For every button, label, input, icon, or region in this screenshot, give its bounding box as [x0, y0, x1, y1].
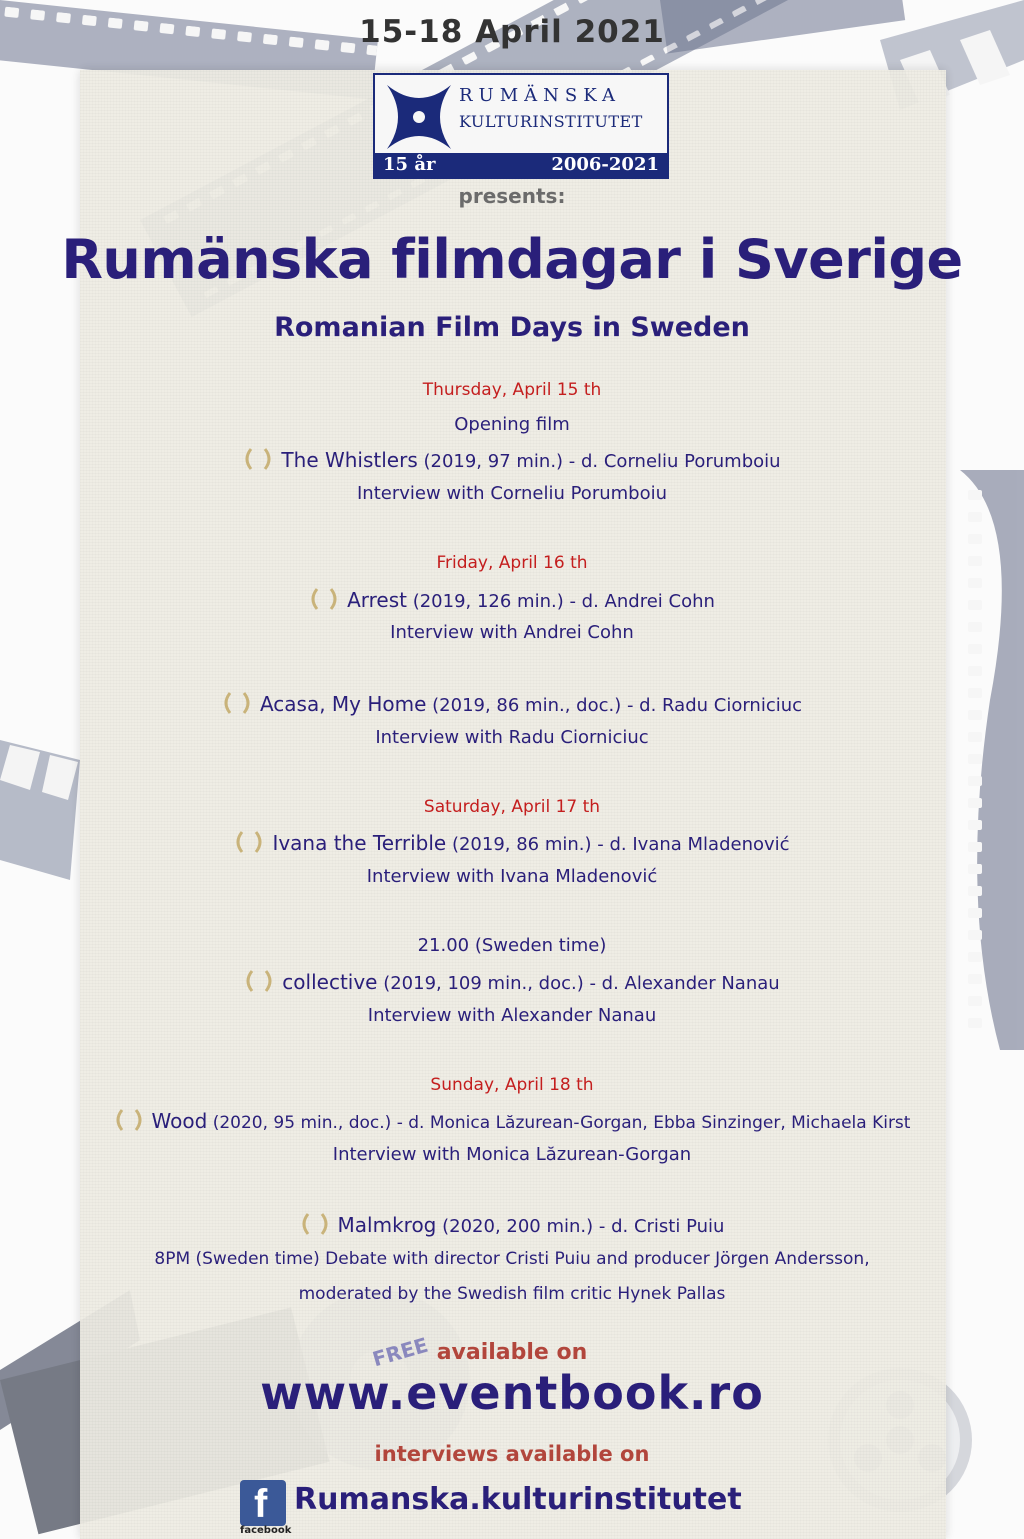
film-entry-wood	[0, 1108, 1024, 1133]
poster-title: Rumänska filmdagar i Sverige	[61, 228, 963, 291]
film-details: (2020, 95 min., doc.) - d. Monica Lăzurean-Gorgan, Ebba Sinzinger, Michaela Kirst	[207, 1113, 911, 1133]
institute-emblem-icon	[383, 81, 455, 153]
facebook-icon: f	[240, 1480, 286, 1526]
laurel-icon	[300, 1212, 330, 1236]
opening-film-note: Opening film	[454, 414, 570, 435]
film-details: (2019, 97 min.) - d. Corneliu Porumboiu	[417, 451, 781, 472]
laurel-icon	[243, 447, 273, 471]
film-title: Acasa, My Home	[259, 692, 427, 716]
day-heading-sunday: Sunday, April 18 th	[430, 1075, 594, 1095]
day-heading-thursday: Thursday, April 15 th	[422, 380, 602, 400]
facebook-link[interactable]	[240, 1480, 800, 1536]
film-details: (2019, 86 min.) - d. Ivana Mladenović	[446, 834, 790, 855]
film-entry-acasa	[0, 691, 1024, 716]
film-entry-ivana	[0, 830, 1024, 855]
film-entry-arrest	[0, 587, 1024, 612]
film-title: Ivana the Terrible	[272, 831, 447, 855]
laurel-icon	[114, 1108, 144, 1132]
poster-subtitle: Romanian Film Days in Sweden	[274, 312, 750, 343]
available-on-label: available on	[436, 1340, 588, 1365]
logo-years-range: 2006-2021	[551, 154, 659, 175]
film-title: Wood	[151, 1109, 208, 1133]
interview-line: Interview with Alexander Nanau	[367, 1005, 657, 1026]
laurel-icon	[309, 587, 339, 611]
institute-logo	[373, 73, 669, 179]
screening-time: 21.00 (Sweden time)	[417, 935, 607, 956]
film-title: The Whistlers	[281, 448, 418, 472]
facebook-handle[interactable]: Rumanska.kulturinstitutet	[294, 1482, 742, 1517]
debate-line: 8PM (Sweden time) Debate with director Cristi Puiu and producer Jörgen Andersson,	[154, 1249, 870, 1269]
logo-anniversary-band	[375, 153, 667, 177]
logo-years-label: 15 år	[383, 154, 436, 175]
interview-line: Interview with Andrei Cohn	[390, 622, 634, 643]
presents-label: presents:	[458, 184, 566, 208]
moderator-line: moderated by the Swedish film critic Hynek Pallas	[298, 1284, 726, 1304]
film-title: Arrest	[347, 588, 407, 612]
interview-line: Interview with Ivana Mladenović	[366, 866, 658, 887]
laurel-icon	[234, 830, 264, 854]
film-entry-whistlers	[0, 447, 1024, 472]
facebook-icon-caption: facebook	[240, 1525, 292, 1536]
film-title: Malmkrog	[337, 1213, 437, 1237]
interview-line: Interview with Monica Lăzurean-Gorgan	[332, 1144, 692, 1165]
film-title: collective	[282, 970, 378, 994]
free-badge: FREE	[369, 1332, 431, 1372]
film-details: (2020, 200 min.) - d. Cristi Puiu	[436, 1216, 725, 1237]
laurel-icon	[222, 691, 252, 715]
film-details: (2019, 86 min., doc.) - d. Radu Ciorniciuc	[426, 695, 803, 716]
day-heading-friday: Friday, April 16 th	[436, 553, 588, 573]
logo-name-line2: KULTURINSTITUTET	[459, 112, 643, 131]
film-entry-collective	[0, 969, 1024, 994]
logo-name-line1: RUMÄNSKA	[459, 85, 621, 106]
film-entry-malmkrog	[0, 1212, 1024, 1237]
website-link[interactable]: www.eventbook.ro	[260, 1366, 764, 1420]
interview-line: Interview with Corneliu Porumboiu	[356, 483, 668, 504]
day-heading-saturday: Saturday, April 17 th	[423, 797, 601, 817]
interviews-available-label: interviews available on	[374, 1442, 650, 1466]
festival-dates: 15-18 April 2021	[359, 14, 665, 50]
film-details: (2019, 126 min.) - d. Andrei Cohn	[406, 591, 715, 612]
interview-line: Interview with Radu Ciorniciuc	[375, 727, 649, 748]
film-details: (2019, 109 min., doc.) - d. Alexander Nanau	[377, 973, 780, 994]
laurel-icon	[244, 969, 274, 993]
